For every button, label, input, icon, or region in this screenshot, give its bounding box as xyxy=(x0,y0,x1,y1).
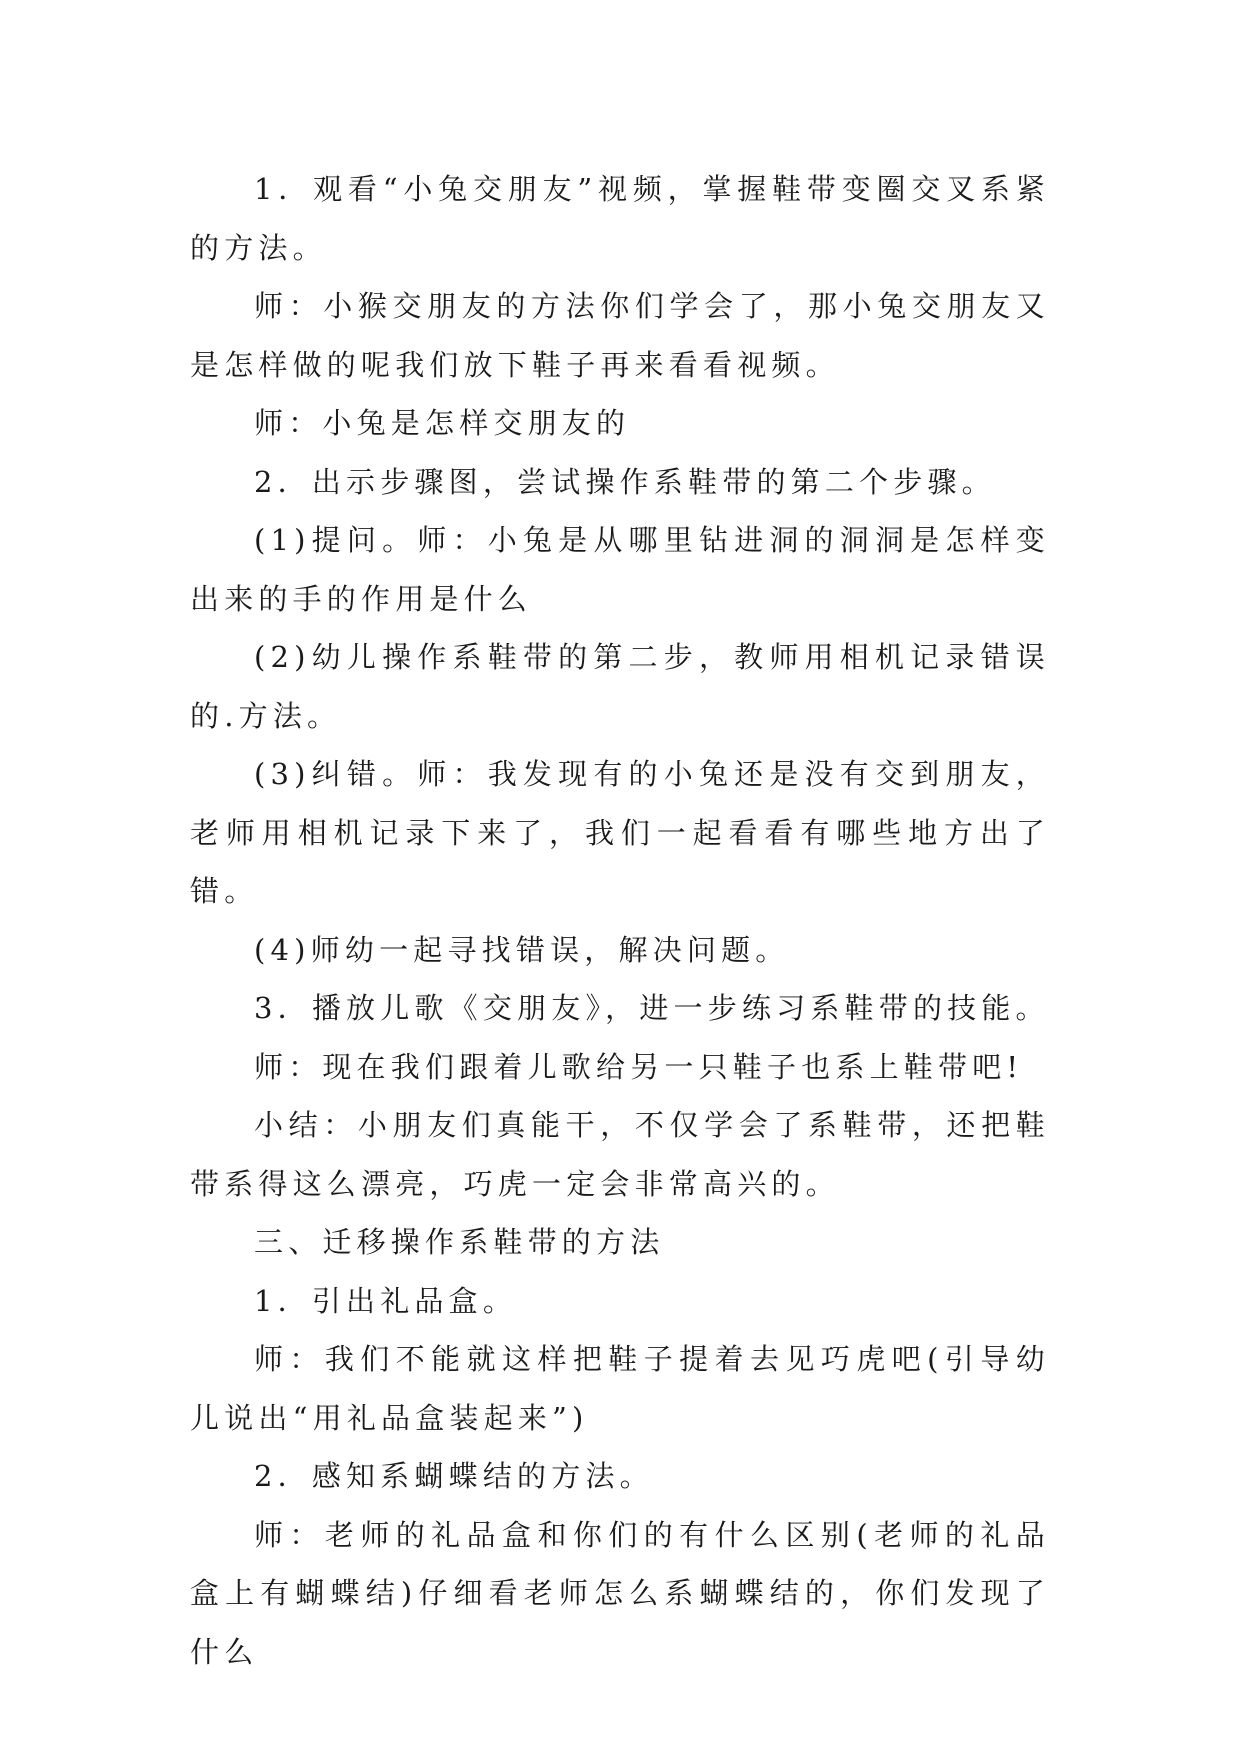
paragraph: 小结：小朋友们真能干，不仅学会了系鞋带，还把鞋带系得这么漂亮，巧虎一定会非常高兴的。 xyxy=(190,1108,1050,1201)
paragraph: 师：老师的礼品盒和你们的有什么区别(老师的礼品盒上有蝴蝶结)仔细看老师怎么系蝴蝶结的，你们发现了什么 xyxy=(190,1517,1050,1669)
paragraph: (3)纠错。师：我发现有的小兔还是没有交到朋友，老师用相机记录下来了，我们一起看看有哪些地方出了错。 xyxy=(190,757,1050,908)
document-body xyxy=(190,160,1050,1681)
paragraph: 1．引出礼品盒。 xyxy=(254,1283,518,1318)
paragraph: (2)幼儿操作系鞋带的第二步，教师用相机记录错误的.方法。 xyxy=(190,640,1050,733)
paragraph: 2．感知系蝴蝶结的方法。 xyxy=(254,1459,654,1493)
paragraph: (1)提问。师：小兔是从哪里钻进洞的洞洞是怎样变出来的手的作用是什么 xyxy=(190,523,1050,616)
paragraph: 2．出示步骤图，尝试操作系鞋带的第二个步骤。 xyxy=(254,464,996,499)
paragraph: 师：小猴交朋友的方法你们学会了，那小兔交朋友又是怎样做的呢我们放下鞋子再来看看视频。 xyxy=(190,289,1050,382)
paragraph: 1．观看“小兔交朋友”视频，掌握鞋带变圈交叉系紧的方法。 xyxy=(190,172,1050,265)
paragraph: 师：小兔是怎样交朋友的 xyxy=(254,406,631,440)
paragraph: 师：现在我们跟着儿歌给另一只鞋子也系上鞋带吧! xyxy=(254,1049,1024,1084)
paragraph: 3．播放儿歌《交朋友》，进一步练习系鞋带的技能。 xyxy=(254,991,1050,1025)
paragraph: 三、迁移操作系鞋带的方法 xyxy=(254,1225,665,1259)
paragraph: 师：我们不能就这样把鞋子提着去见巧虎吧(引导幼儿说出“用礼品盒装起来”) xyxy=(190,1342,1050,1435)
paragraph: (4)师幼一起寻找错误，解决问题。 xyxy=(254,932,790,967)
